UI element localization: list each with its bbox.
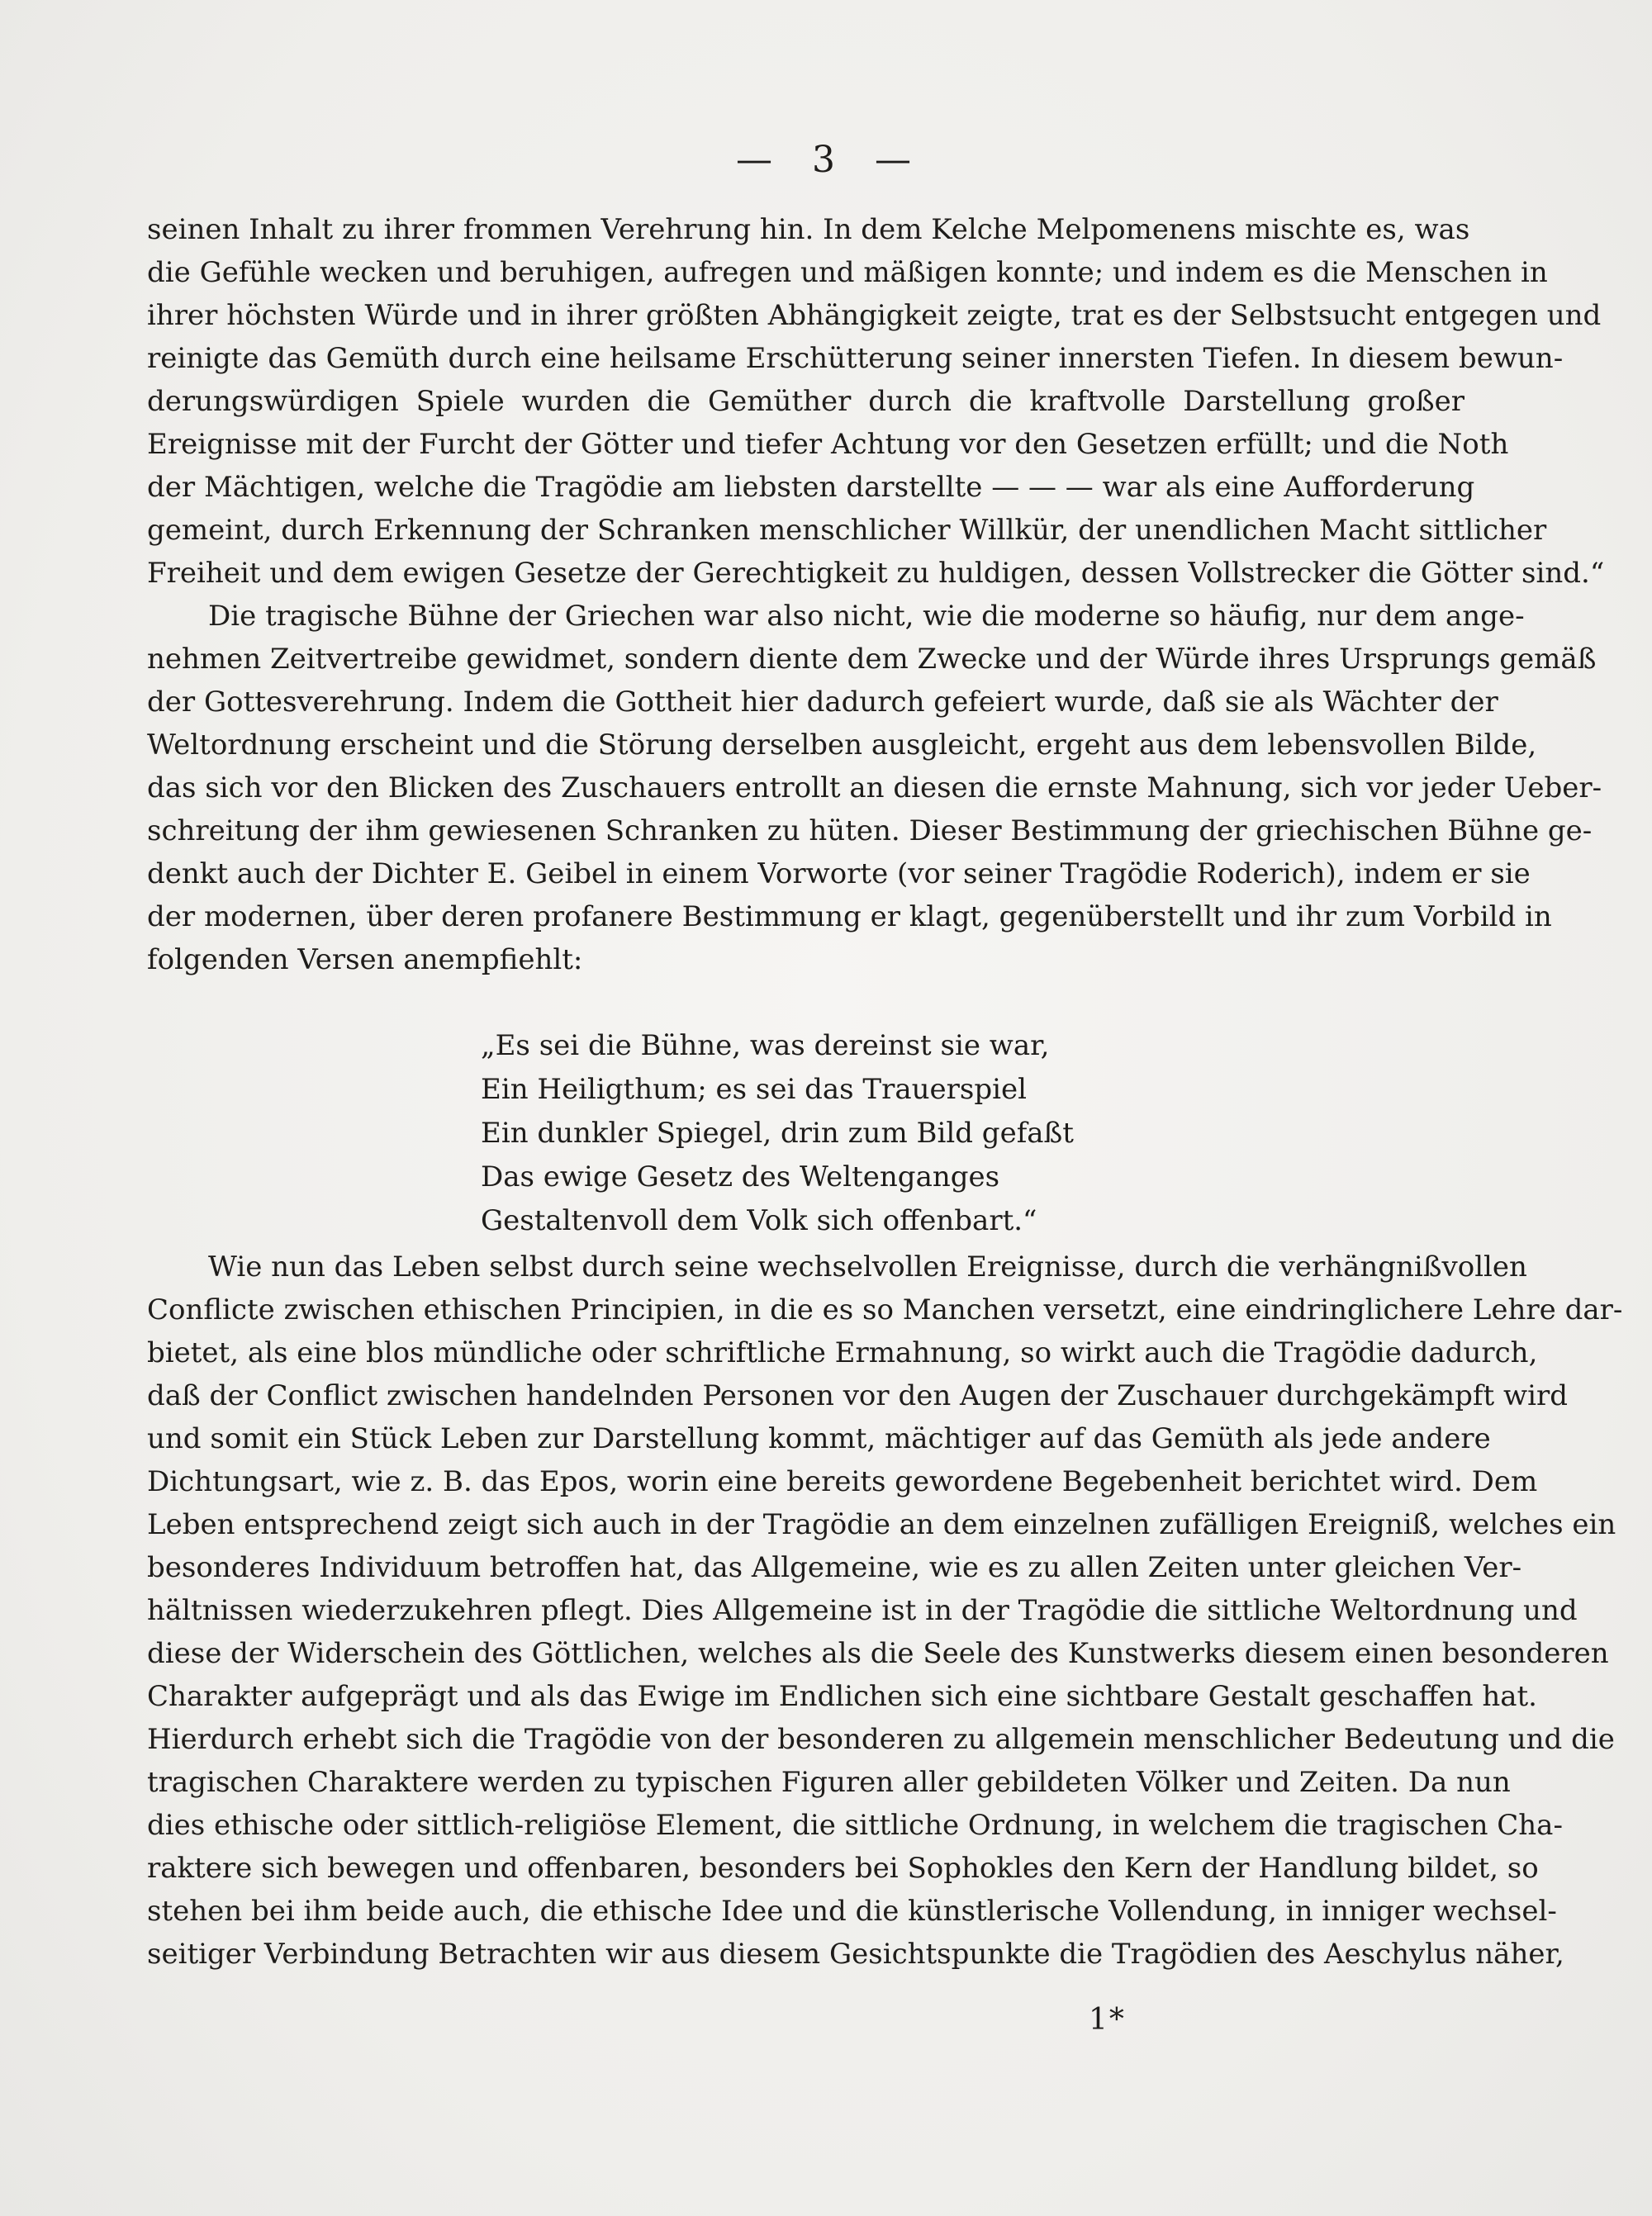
text-line: Leben entsprechend zeigt sich auch in der Tragödie an dem einzelnen zufälligen Ereigniß, welches ein [147, 1508, 1616, 1541]
text-line: diese der Widerschein des Göttlichen, welches als die Seele des Kunstwerks diesem einen besonderen [147, 1637, 1609, 1670]
text-line: ihrer höchsten Würde und in ihrer größten Abhängigkeit zeigte, trat es der Selbstsucht entgegen und [147, 299, 1602, 332]
paragraph-1 [147, 208, 1605, 595]
text-block-upper [147, 208, 1605, 981]
text-line: Freiheit und dem ewigen Gesetze der Gerechtigkeit zu huldigen, dessen Vollstrecker die Götter sind.“ [147, 557, 1605, 590]
page-number-header [0, 139, 1652, 181]
text-line: raktere sich bewegen und offenbaren, besonders bei Sophokles den Kern der Handlung bildet, so [147, 1852, 1539, 1885]
text-line: und somit ein Stück Leben zur Darstellung kommt, mächtiger auf das Gemüth als jede andere [147, 1422, 1491, 1455]
text-line: die Gefühle wecken und beruhigen, aufregen und mäßigen konnte; und indem es die Menschen in [147, 256, 1548, 289]
text-block-lower [147, 1246, 1623, 1976]
page-number-dash-right: — [875, 139, 916, 181]
text-line: seitiger Verbindung Betrachten wir aus diesem Gesichtspunkte die Tragödien des Aeschylus näher, [147, 1938, 1564, 1971]
paragraph-3 [147, 1246, 1623, 1976]
text-line: besonderes Individuum betroffen hat, das Allgemeine, wie es zu allen Zeiten unter gleichen Ver- [147, 1551, 1522, 1584]
verse-line: „Es sei die Bühne, was dereinst sie war, [481, 1029, 1050, 1062]
text-line: der modernen, über deren profanere Bestimmung er klagt, gegenüberstellt und ihr zum Vorbild in [147, 900, 1552, 933]
text-line: der Mächtigen, welche die Tragödie am liebsten darstellte — — — war als eine Aufforderung [147, 471, 1475, 504]
page-number-dash-left: — [736, 139, 777, 181]
verse-quotation [481, 1024, 1224, 1243]
verse-line: Ein dunkler Spiegel, drin zum Bild gefaßt [481, 1117, 1074, 1150]
text-line: Dichtungsart, wie z. B. das Epos, worin eine bereits gewordene Begebenheit berichtet wird. Dem [147, 1465, 1538, 1498]
text-line: daß der Conflict zwischen handelnden Personen vor den Augen der Zuschauer durchgekämpft wird [147, 1379, 1568, 1412]
text-line: Weltordnung erscheint und die Störung derselben ausgleicht, ergeht aus dem lebensvollen Bilde, [147, 728, 1537, 762]
verse-line: Das ewige Gesetz des Weltenganges [481, 1160, 1000, 1193]
text-line: der Gottesverehrung. Indem die Gottheit hier dadurch gefeiert wurde, daß sie als Wächter der [147, 686, 1498, 719]
text-line: dies ethische oder sittlich-religiöse Element, die sittliche Ordnung, in welchem die tragischen Cha- [147, 1809, 1563, 1842]
text-line: Charakter aufgeprägt und als das Ewige im Endlichen sich eine sichtbare Gestalt geschaffen hat. [147, 1680, 1537, 1713]
text-line: seinen Inhalt zu ihrer frommen Verehrung hin. In dem Kelche Melpomenens mischte es, was [147, 213, 1470, 246]
text-line: stehen bei ihm beide auch, die ethische Idee und die künstlerische Vollendung, in inniger wechsel- [147, 1895, 1557, 1928]
text-line: Ereignisse mit der Furcht der Götter und tiefer Achtung vor den Gesetzen erfüllt; und die Noth [147, 428, 1509, 461]
text-line: das sich vor den Blicken des Zuschauers entrollt an diesen die ernste Mahnung, sich vor jeder Ueber- [147, 771, 1602, 804]
text-line: folgenden Versen anempfiehlt: [147, 943, 583, 976]
text-line: bietet, als eine blos mündliche oder schriftliche Ermahnung, so wirkt auch die Tragödie dadurch, [147, 1336, 1538, 1369]
signature-mark: 1* [1089, 2003, 1126, 2037]
text-line: reinigte das Gemüth durch eine heilsame Erschütterung seiner innersten Tiefen. In diesem bewun- [147, 342, 1564, 375]
text-line: gemeint, durch Erkennung der Schranken menschlicher Willkür, der unendlichen Macht sittlicher [147, 514, 1547, 547]
text-line: Conflicte zwischen ethischen Principien, in die es so Manchen versetzt, eine eindringlichere Lehre dar- [147, 1293, 1623, 1326]
text-line: Wie nun das Leben selbst durch seine wechselvollen Ereignisse, durch die verhängnißvollen [208, 1250, 1527, 1284]
verse-line: Ein Heiligthum; es sei das Trauerspiel [481, 1073, 1027, 1106]
text-line: Hierdurch erhebt sich die Tragödie von der besonderen zu allgemein menschlicher Bedeutung und die [147, 1723, 1615, 1756]
paragraph-2 [147, 595, 1602, 981]
text-line: schreitung der ihm gewiesenen Schranken zu hüten. Dieser Bestimmung der griechischen Bühne ge- [147, 814, 1593, 847]
text-line: tragischen Charaktere werden zu typischen Figuren aller gebildeten Völker und Zeiten. Da nun [147, 1766, 1511, 1799]
text-line: nehmen Zeitvertreibe gewidmet, sondern diente dem Zwecke und der Würde ihres Ursprungs gemäß [147, 643, 1597, 676]
verse-line: Gestaltenvoll dem Volk sich offenbart.“ [481, 1204, 1037, 1237]
text-line: Die tragische Bühne der Griechen war also nicht, wie die moderne so häufig, nur dem ange- [208, 600, 1525, 633]
text-line: derungswürdigen Spiele wurden die Gemüther durch die kraftvolle Darstellung großer [147, 385, 1464, 418]
page-number: 3 [812, 139, 840, 181]
text-line: denkt auch der Dichter E. Geibel in einem Vorworte (vor seiner Tragödie Roderich), indem er sie [147, 857, 1531, 890]
text-line: hältnissen wiederzukehren pflegt. Dies Allgemeine ist in der Tragödie die sittliche Weltordnung und [147, 1594, 1578, 1627]
